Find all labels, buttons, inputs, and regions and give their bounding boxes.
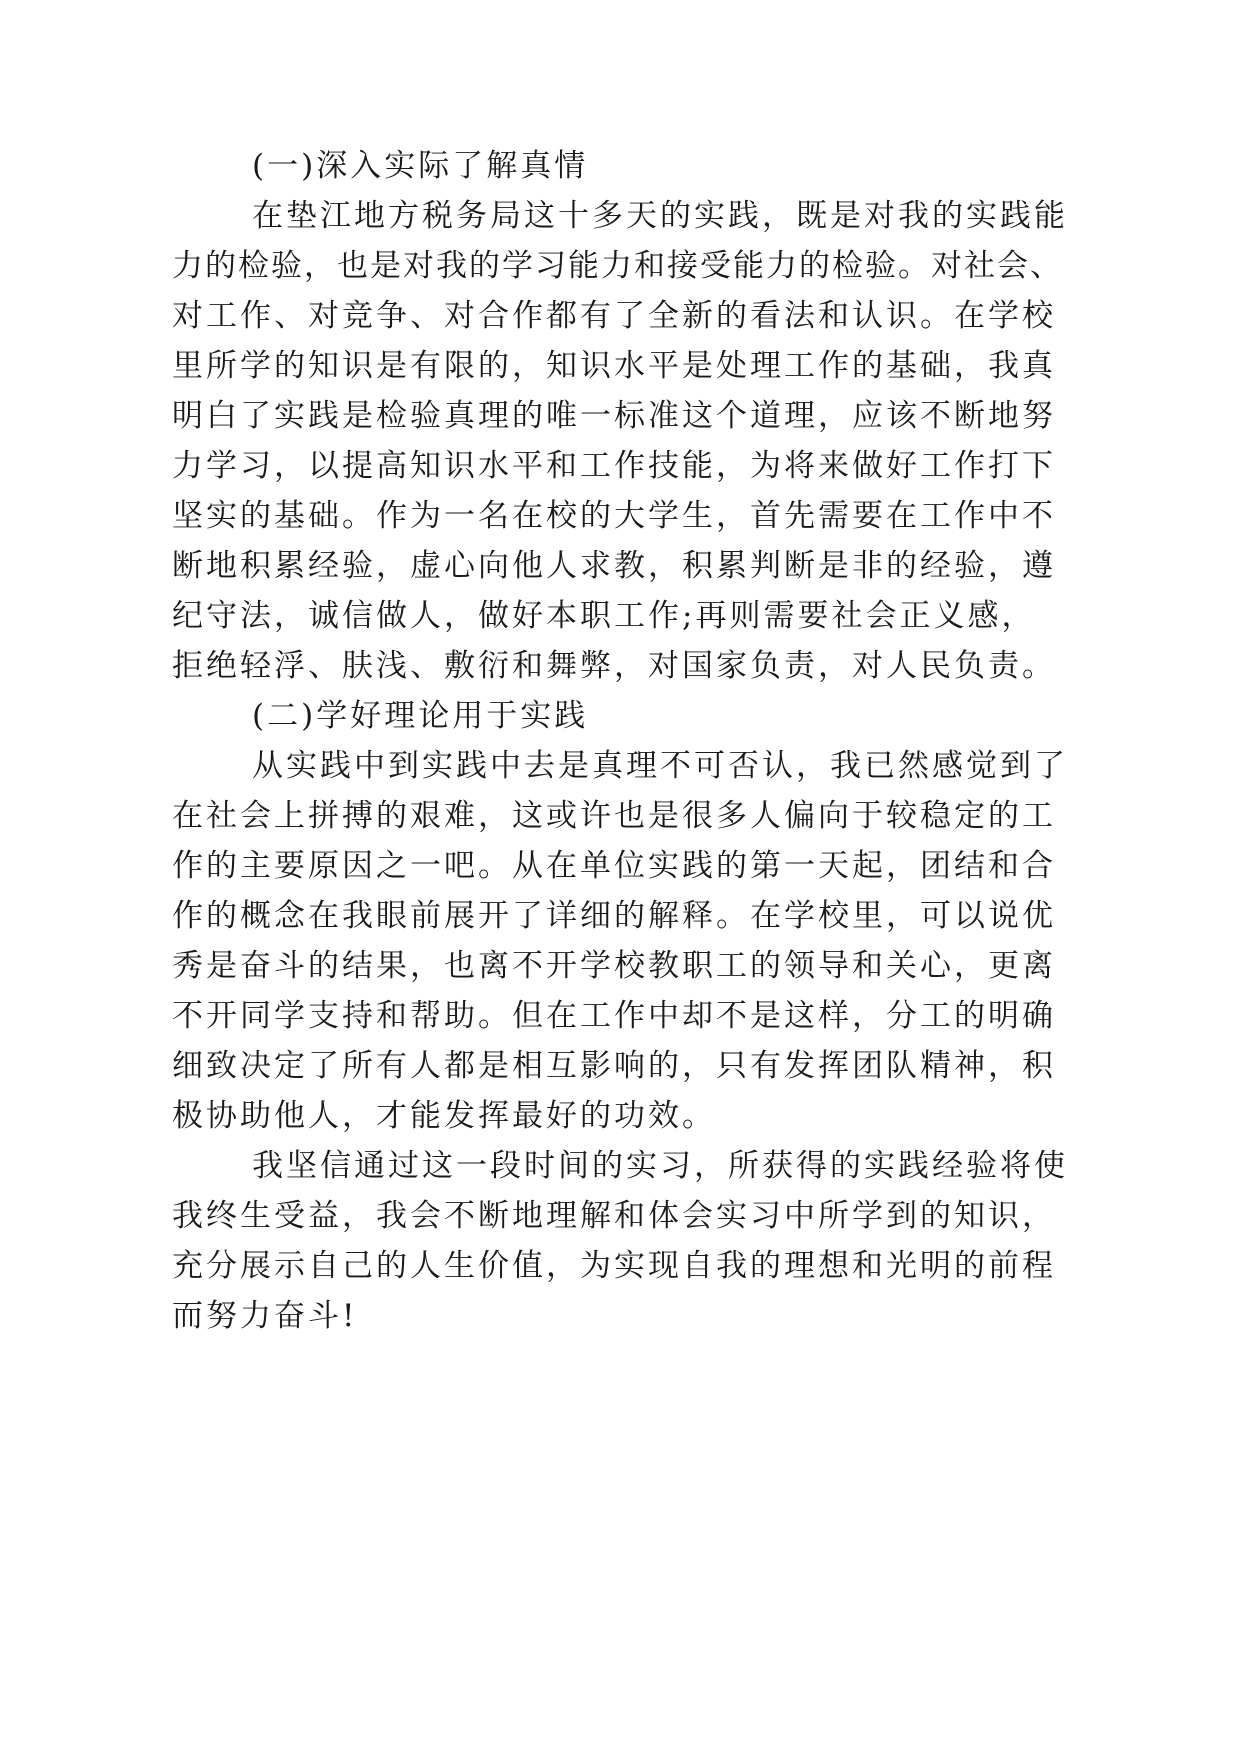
- paragraph-line-text: 明白了实践是检验真理的唯一标准这个道理，应该不断地努: [172, 398, 1056, 434]
- paragraph-line-text: 作的概念在我眼前展开了详细的解释。在学校里，可以说优: [172, 898, 1056, 934]
- paragraph-line-text: 力的检验，也是对我的学习能力和接受能力的检验。对社会、: [172, 248, 1063, 284]
- paragraph-line-text: 在垫江地方税务局这十多天的实践，既是对我的实践能: [252, 198, 1068, 234]
- paragraph-line-text: 极协助他人，才能发挥最好的功效。: [172, 1098, 716, 1134]
- paragraph-line-text: 秀是奋斗的结果，也离不开学校教职工的领导和关心，更离: [172, 948, 1056, 984]
- heading-1-text: (一)深入实际了解真情: [252, 148, 589, 184]
- paragraph-line-text: 在社会上拼搏的艰难，这或许也是很多人偏向于较稳定的工: [172, 798, 1056, 834]
- paragraph-line-text: 里所学的知识是有限的，知识水平是处理工作的基础，我真: [172, 348, 1056, 384]
- paragraph-line-text: 细致决定了所有人都是相互影响的，只有发挥团队精神，积: [172, 1048, 1056, 1084]
- heading-2-text: (二)学好理论用于实践: [252, 698, 589, 734]
- paragraph-line-text: 纪守法，诚信做人，做好本职工作;再则需要社会正义感，: [172, 598, 1036, 634]
- paragraph-line-text: 从实践中到实践中去是真理不可否认，我已然感觉到了: [252, 748, 1068, 784]
- paragraph-line-text: 作的主要原因之一吧。从在单位实践的第一天起，团结和合: [172, 848, 1056, 884]
- paragraph-line-text: 拒绝轻浮、肤浅、敷衍和舞弊，对国家负责，对人民负责。: [172, 648, 1056, 684]
- paragraph-line: [0, 1286, 1241, 1346]
- paragraph-line-text: 坚实的基础。作为一名在校的大学生，首先需要在工作中不: [172, 498, 1056, 534]
- paragraph-line-text: 对工作、对竞争、对合作都有了全新的看法和认识。在学校: [172, 298, 1056, 334]
- paragraph-line-text: 我坚信通过这一段时间的实习，所获得的实践经验将使: [252, 1148, 1068, 1184]
- paragraph-line-text: 断地积累经验，虚心向他人求教，积累判断是非的经验，遵: [172, 548, 1056, 584]
- paragraph-line-text: 不开同学支持和帮助。但在工作中却不是这样，分工的明确: [172, 998, 1056, 1034]
- paragraph-line-text: 我终生受益，我会不断地理解和体会实习中所学到的知识，: [172, 1198, 1056, 1234]
- paragraph-line-text: 而努力奋斗!: [172, 1298, 358, 1334]
- paragraph-line-text: 充分展示自己的人生价值，为实现自我的理想和光明的前程: [172, 1248, 1056, 1284]
- paragraph-line-text: 力学习，以提高知识水平和工作技能，为将来做好工作打下: [172, 448, 1056, 484]
